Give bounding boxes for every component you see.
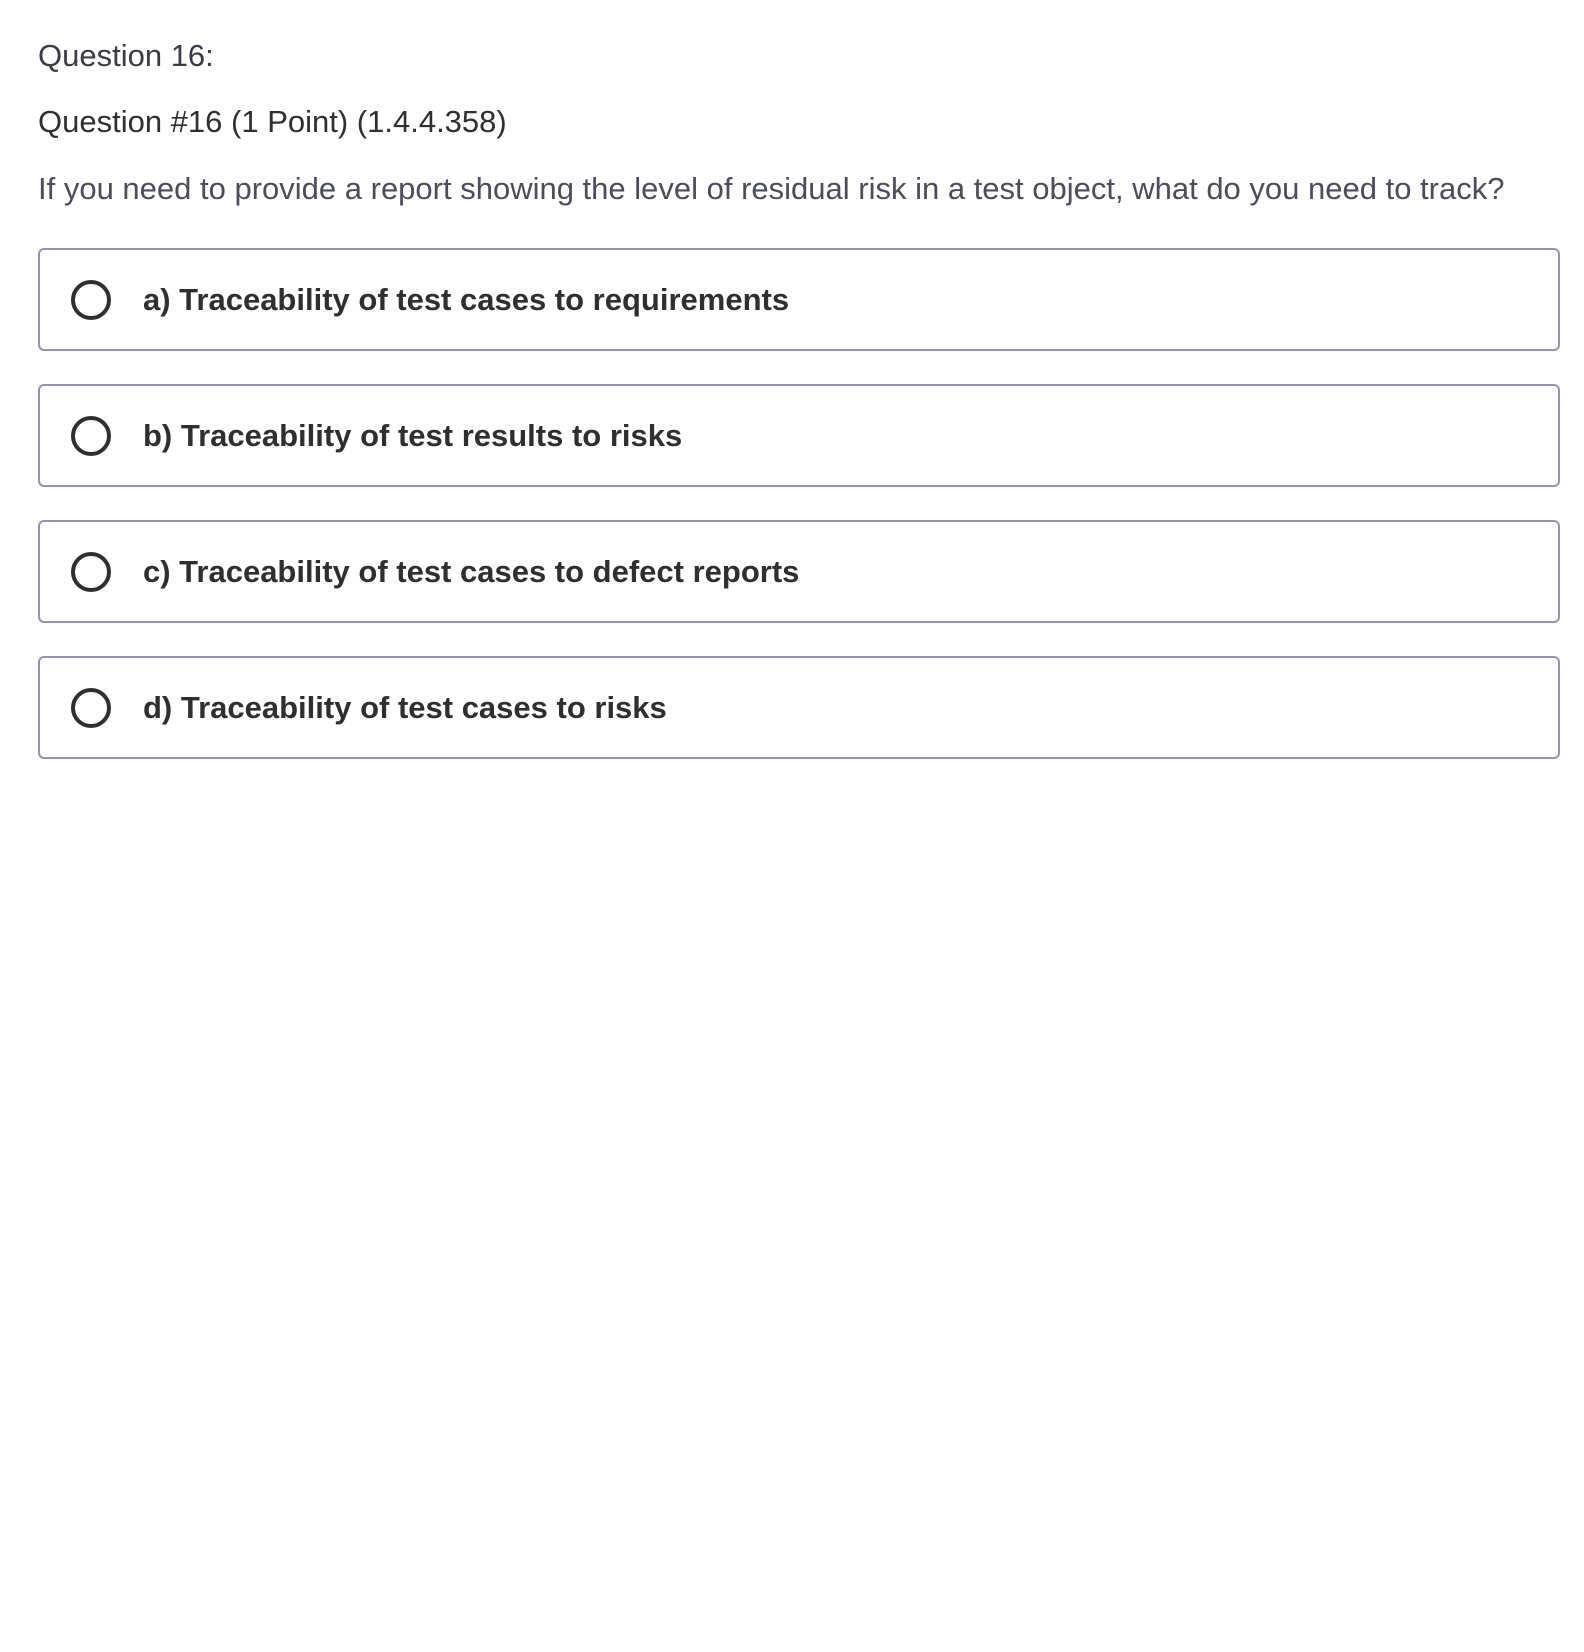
question-number-label: Question 16: (38, 38, 214, 73)
answer-option-label: c) Traceability of test cases to defect reports (143, 553, 800, 589)
answer-option-label: b) Traceability of test results to risks (143, 417, 683, 453)
answer-option-b[interactable] (38, 384, 1560, 487)
answer-option-label: a) Traceability of test cases to requirements (143, 281, 790, 317)
answer-option-a[interactable] (38, 248, 1560, 351)
radio-button-icon[interactable] (71, 552, 111, 592)
answer-options (38, 248, 1560, 792)
answer-option-label: d) Traceability of test cases to risks (143, 689, 667, 725)
radio-button-icon[interactable] (71, 688, 111, 728)
radio-button-icon[interactable] (71, 280, 111, 320)
question-header: Question #16 (1 Point) (1.4.4.358) (38, 104, 507, 139)
answer-option-c[interactable] (38, 520, 1560, 623)
question-prompt: If you need to provide a report showing the level of residual risk in a test object, what do you need to track? (38, 171, 1505, 206)
answer-option-d[interactable] (38, 656, 1560, 759)
radio-button-icon[interactable] (71, 416, 111, 456)
